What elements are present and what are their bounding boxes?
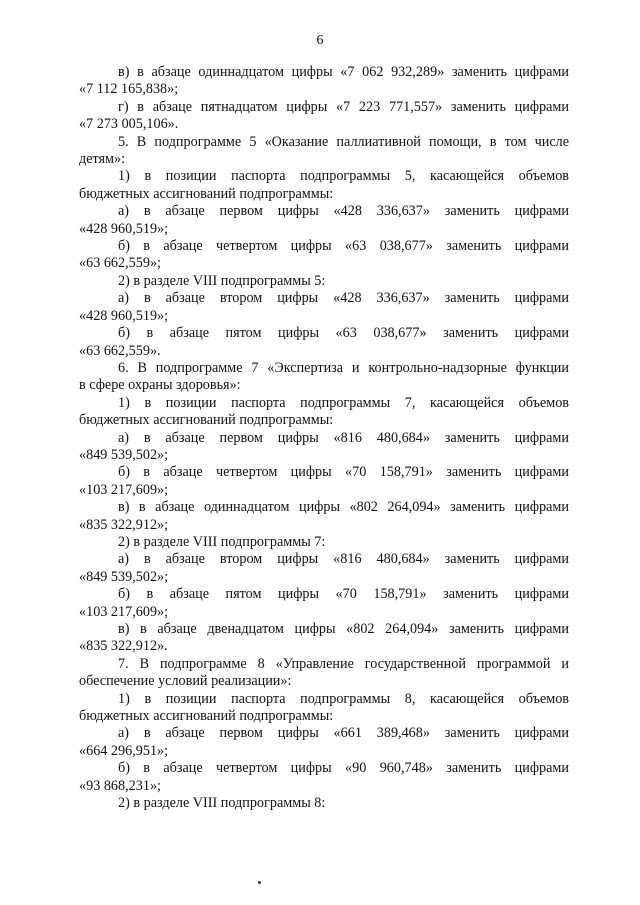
document-body [79,64,569,812]
paragraph-line: г) в абзаце пятнадцатом цифры «7 223 771,557» заменить цифрами [118,98,569,115]
paragraph-line: в) в абзаце одиннадцатом цифры «802 264,094» заменить цифрами [118,499,569,516]
paragraph-continuation: «849 539,502»; [79,568,169,585]
paragraph-line: б) в абзаце пятом цифры «70 158,791» заменить цифрами [118,586,569,603]
paragraph-line: б) в абзаце четвертом цифры «90 960,748» заменить цифрами [118,760,569,777]
paragraph-line: 6. В подпрограмме 7 «Экспертиза и контрольно-надзорные функции [118,359,569,376]
paragraph-continuation: «428 960,519»; [79,220,169,237]
paragraph-line: 5. В подпрограмме 5 «Оказание паллиативной помощи, в том числе [118,133,569,150]
scan-speck [258,881,261,884]
paragraph-line: а) в абзаце первом цифры «661 389,468» заменить цифрами [118,725,569,742]
paragraph-continuation: «849 539,502»; [79,446,169,463]
paragraph-line: б) в абзаце четвертом цифры «63 038,677» заменить цифрами [118,238,569,255]
page-number: 6 [316,33,324,48]
paragraph-continuation: «835 322,912»; [79,516,169,533]
paragraph-continuation: обеспечение условий реализации»: [79,673,292,690]
paragraph-line: б) в абзаце пятом цифры «63 038,677» заменить цифрами [118,325,569,342]
paragraph-continuation: бюджетных ассигнований подпрограммы: [79,708,334,725]
paragraph-continuation: «93 868,231»; [79,777,161,794]
paragraph-line: а) в абзаце первом цифры «816 480,684» заменить цифрами [118,429,569,446]
paragraph-line: 1) в позиции паспорта подпрограммы 7, касающейся объемов [118,394,569,411]
paragraph-line: 1) в позиции паспорта подпрограммы 8, касающейся объемов [118,690,569,707]
paragraph-continuation: «428 960,519»; [79,307,169,324]
paragraph-continuation: «7 112 165,838»; [79,81,179,98]
paragraph-continuation: «7 273 005,106». [79,116,179,133]
paragraph-continuation: «63 662,559». [79,342,161,359]
paragraph-continuation: «835 322,912». [79,638,168,655]
paragraph-line: а) в абзаце первом цифры «428 336,637» заменить цифрами [118,203,569,220]
paragraph-continuation: в сфере охраны здоровья»: [79,377,241,394]
paragraph-line: 7. В подпрограмме 8 «Управление государственной программой и [118,655,569,672]
paragraph-continuation: «103 217,609»; [79,603,169,620]
paragraph-line: 2) в разделе VIII подпрограммы 7: [118,533,326,550]
paragraph-line: в) в абзаце двенадцатом цифры «802 264,094» заменить цифрами [118,621,569,637]
paragraph-line: в) в абзаце одиннадцатом цифры «7 062 932,289» заменить цифрами [118,64,569,80]
paragraph-line: б) в абзаце четвертом цифры «70 158,791» заменить цифрами [118,464,569,481]
paragraph-continuation: «103 217,609»; [79,481,169,498]
paragraph-line: 1) в позиции паспорта подпрограммы 5, касающейся объемов [118,168,569,185]
paragraph-line: 2) в разделе VIII подпрограммы 5: [118,272,326,289]
paragraph-continuation: «63 662,559»; [79,255,161,272]
paragraph-continuation: бюджетных ассигнований подпрограммы: [79,185,334,202]
paragraph-continuation: детям»: [79,151,126,168]
paragraph-continuation: бюджетных ассигнований подпрограммы: [79,412,334,429]
paragraph-continuation: «664 296,951»; [79,742,169,759]
paragraph-line: а) в абзаце втором цифры «816 480,684» заменить цифрами [118,551,569,568]
paragraph-line: 2) в разделе VIII подпрограммы 8: [118,795,326,812]
paragraph-line: а) в абзаце втором цифры «428 336,637» заменить цифрами [118,290,569,307]
